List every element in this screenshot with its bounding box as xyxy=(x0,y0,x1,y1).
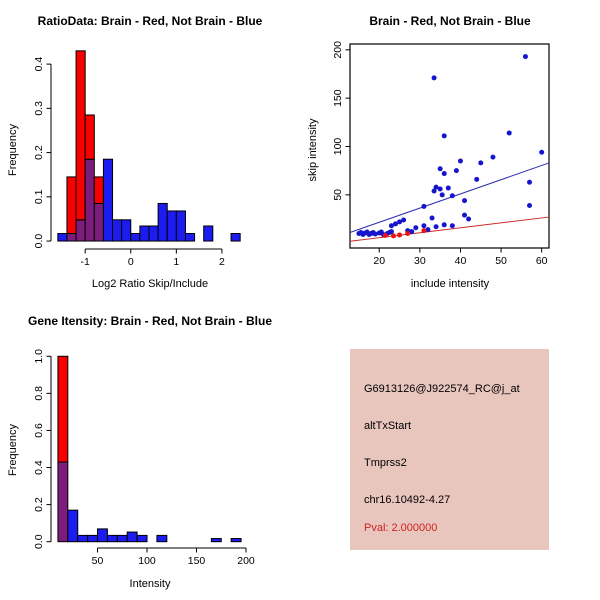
gene-intensity-histogram-chart xyxy=(0,300,300,600)
scatter-point xyxy=(438,187,443,192)
histogram-bar xyxy=(185,234,194,242)
scatter-panel xyxy=(300,0,600,300)
ratio-histogram-panel xyxy=(0,0,300,300)
histogram-bar xyxy=(176,211,185,241)
histogram-bar xyxy=(204,226,213,241)
histogram-bar xyxy=(149,226,158,241)
scatter-point xyxy=(413,225,418,230)
scatter-point xyxy=(523,54,528,59)
scatter-ylabel: skip intensity xyxy=(307,118,319,182)
scatter-point xyxy=(405,231,410,236)
histogram-bar xyxy=(103,159,112,241)
scatter-point xyxy=(434,224,439,229)
y-tick-label: 0.4 xyxy=(33,460,45,475)
gene-intensity-histogram-panel xyxy=(0,300,300,600)
histogram-bar xyxy=(117,535,127,541)
gene-info-box xyxy=(350,349,549,550)
y-tick-label: 150 xyxy=(332,89,344,107)
scatter-title: Brain - Red, Not Brain - Blue xyxy=(369,14,531,28)
histogram-bar xyxy=(94,203,103,241)
x-tick-label: 40 xyxy=(454,255,467,267)
scatter-point xyxy=(527,180,532,185)
scatter-point xyxy=(442,171,447,176)
not-brain-fit-line xyxy=(350,163,549,233)
histogram-bar xyxy=(231,539,241,542)
x-tick-label: 50 xyxy=(495,255,507,267)
histogram-bar xyxy=(58,462,68,542)
histogram-bar xyxy=(158,203,167,241)
histogram-bar xyxy=(76,220,85,241)
scatter-point xyxy=(458,158,463,163)
histogram-bar xyxy=(122,220,131,241)
ratio-histogram-ylabel: Frequency xyxy=(7,124,19,176)
histogram-bar xyxy=(85,115,94,159)
y-tick-label: 200 xyxy=(332,41,344,59)
gene-intensity-histogram-ylabel: Frequency xyxy=(7,424,19,476)
scatter-point xyxy=(539,150,544,155)
gene-info-panel xyxy=(300,300,600,600)
scatter-point xyxy=(440,192,445,197)
scatter-point xyxy=(450,193,455,198)
y-tick-label: 1.0 xyxy=(33,348,45,364)
histogram-bar xyxy=(157,535,167,541)
x-tick-label: 30 xyxy=(414,255,426,267)
scatter-point xyxy=(442,133,447,138)
histogram-bar xyxy=(94,177,103,204)
histogram-bar xyxy=(67,177,76,234)
x-tick-label: 0 xyxy=(127,256,134,268)
scatter-point xyxy=(383,233,388,238)
scatter-point xyxy=(474,177,479,182)
y-tick-label: 0.0 xyxy=(33,534,45,550)
x-tick-label: 20 xyxy=(373,255,386,267)
histogram-bar xyxy=(140,226,149,241)
scatter-point xyxy=(438,166,443,171)
scatter-point xyxy=(462,198,467,203)
gene-intensity-histogram-title: Gene Itensity: Brain - Red, Not Brain - Blue xyxy=(27,314,273,328)
y-tick-label: 100 xyxy=(332,137,344,156)
y-tick-label: 0.2 xyxy=(33,145,45,160)
scatter-point xyxy=(466,216,471,221)
scatter-point xyxy=(442,222,447,227)
brain-fit-line xyxy=(350,217,549,241)
y-tick-label: 50 xyxy=(332,188,344,201)
scatter-point xyxy=(397,232,402,237)
scatter-point xyxy=(478,160,483,165)
scatter-point xyxy=(450,223,455,228)
ratio-histogram-chart xyxy=(0,0,300,300)
x-tick-label: 1 xyxy=(173,256,180,268)
histogram-bar xyxy=(211,539,221,542)
histogram-bar xyxy=(68,510,78,542)
y-tick-label: 0.3 xyxy=(33,101,45,116)
histogram-bar xyxy=(131,234,140,242)
intensity-scatter-chart xyxy=(300,0,600,300)
pval-text: Pval: 2.000000 xyxy=(364,522,438,534)
event-type-text: altTxStart xyxy=(364,420,412,432)
ratio-histogram-title: RatioData: Brain - Red, Not Brain - Blue xyxy=(37,14,263,28)
chromosome-location-text: chr16.10492-4.27 xyxy=(364,494,451,506)
scatter-point xyxy=(421,204,426,209)
scatter-point xyxy=(446,186,451,191)
scatter-point xyxy=(389,229,394,234)
histogram-bar xyxy=(127,532,137,542)
scatter-point xyxy=(389,223,394,228)
scatter-point xyxy=(507,130,512,135)
scatter-point xyxy=(432,75,437,80)
x-tick-label: 150 xyxy=(187,555,206,567)
scatter-point xyxy=(527,203,532,208)
histogram-bar xyxy=(137,535,147,541)
scatter-point xyxy=(421,223,426,228)
histogram-bar xyxy=(98,529,108,542)
histogram-bar xyxy=(58,234,67,242)
x-tick-label: -1 xyxy=(80,256,90,268)
y-tick-label: 0.1 xyxy=(33,189,45,205)
scatter-point xyxy=(430,216,435,221)
scatter-point xyxy=(454,168,459,173)
scatter-point xyxy=(391,233,396,238)
histogram-bar xyxy=(107,535,117,541)
scatter-point xyxy=(490,155,495,160)
histogram-bar xyxy=(113,220,122,241)
gene-symbol-text: Tmprss2 xyxy=(364,457,407,469)
probe-id-text: G6913126@J922574_RC@j_at xyxy=(364,383,520,395)
histogram-bar xyxy=(88,535,98,541)
gene-intensity-histogram-xlabel: Intensity xyxy=(129,578,171,590)
scatter-point xyxy=(432,188,437,193)
ratio-histogram-xlabel: Log2 Ratio Skip/Include xyxy=(91,278,209,290)
histogram-bar xyxy=(167,211,176,241)
x-tick-label: 200 xyxy=(237,555,255,567)
histogram-bar xyxy=(78,535,88,541)
y-tick-label: 0.0 xyxy=(33,233,45,249)
scatter-point xyxy=(421,228,426,233)
y-tick-label: 0.2 xyxy=(33,497,45,512)
x-tick-label: 50 xyxy=(91,555,104,567)
y-tick-label: 0.6 xyxy=(33,423,45,438)
x-tick-label: 100 xyxy=(138,555,156,567)
y-tick-label: 0.8 xyxy=(33,386,45,401)
plot-frame xyxy=(350,44,549,248)
histogram-bar xyxy=(85,159,94,241)
histogram-bar xyxy=(231,234,240,242)
y-tick-label: 0.4 xyxy=(33,56,45,72)
histogram-bar xyxy=(67,234,76,242)
x-tick-label: 60 xyxy=(535,255,548,267)
histogram-bar xyxy=(76,51,85,220)
histogram-bar xyxy=(58,356,68,462)
scatter-point xyxy=(462,213,467,218)
scatter-xlabel: include intensity xyxy=(410,278,490,290)
x-tick-label: 2 xyxy=(219,256,225,268)
